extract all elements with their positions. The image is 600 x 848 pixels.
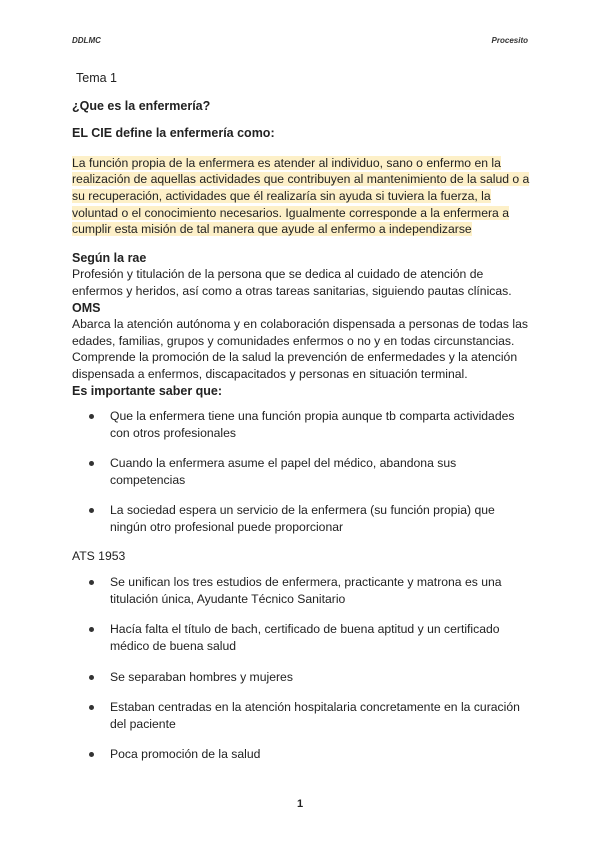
- oms-heading: OMS: [72, 300, 101, 315]
- rae-definition: Profesión y titulación de la persona que se dedica al cuidado de atención de enfermos y heridos, así como a otras tareas sanitarias, siguiendo pautas clínicas.: [72, 267, 512, 298]
- important-list: [72, 408, 532, 536]
- cie-definition: La función propia de la enfermera es atender al individuo, sano o enfermo en la realización de aquellas actividades que contribuyen al mantenimiento de la salud o a su recuperación, actividades que él realizaría sin ayuda si tuviera la fuerza, la voluntad o el conocimiento necesarios. Igualmente corresponde a la enfermera a cumplir esta misión de tal manera que ayude al enfermo a independizarse: [72, 155, 530, 237]
- ats-list: [72, 574, 532, 763]
- list-item: Se separaban hombres y mujeres: [72, 669, 532, 686]
- question-heading: ¿Que es la enfermería?: [72, 98, 211, 113]
- header-left: DDLMC: [72, 36, 101, 45]
- rae-heading: Según la rae: [72, 250, 147, 265]
- oms-definition: Abarca la atención autónoma y en colaboración dispensada a personas de todas las edades, familias, grupos y comunidades enfermos o no y en todas circunstancias. Comprende la promoción de la salud la prevención de enfermedades y la atención dispensada a enfermos, discapacitados y personas en situación terminal.: [72, 317, 528, 381]
- document-body: [72, 70, 532, 777]
- list-item: Estaban centradas en la atención hospitalaria concretamente en la curación del paciente: [72, 699, 532, 732]
- header-right: Procesito: [491, 36, 528, 45]
- topic-title: Tema 1: [76, 71, 117, 85]
- important-heading: Es importante saber que:: [72, 383, 223, 398]
- list-item: Que la enfermera tiene una función propia aunque tb comparta actividades con otros profesionales: [72, 408, 532, 441]
- list-item: Poca promoción de la salud: [72, 746, 532, 763]
- list-item: Cuando la enfermera asume el papel del médico, abandona sus competencias: [72, 455, 532, 488]
- list-item: Se unifican los tres estudios de enfermera, practicante y matrona es una titulación única, Ayudante Técnico Sanitario: [72, 574, 532, 607]
- ats-heading: ATS 1953: [72, 548, 126, 563]
- cie-heading: EL CIE define la enfermería como:: [72, 126, 275, 141]
- cie-definition-highlight: [72, 155, 532, 238]
- list-item: La sociedad espera un servicio de la enfermera (su función propia) que ningún otro profesional puede proporcionar: [72, 502, 532, 535]
- page-number: 1: [296, 798, 304, 810]
- list-item: Hacía falta el título de bach, certificado de buena aptitud y un certificado médico de buena salud: [72, 621, 532, 654]
